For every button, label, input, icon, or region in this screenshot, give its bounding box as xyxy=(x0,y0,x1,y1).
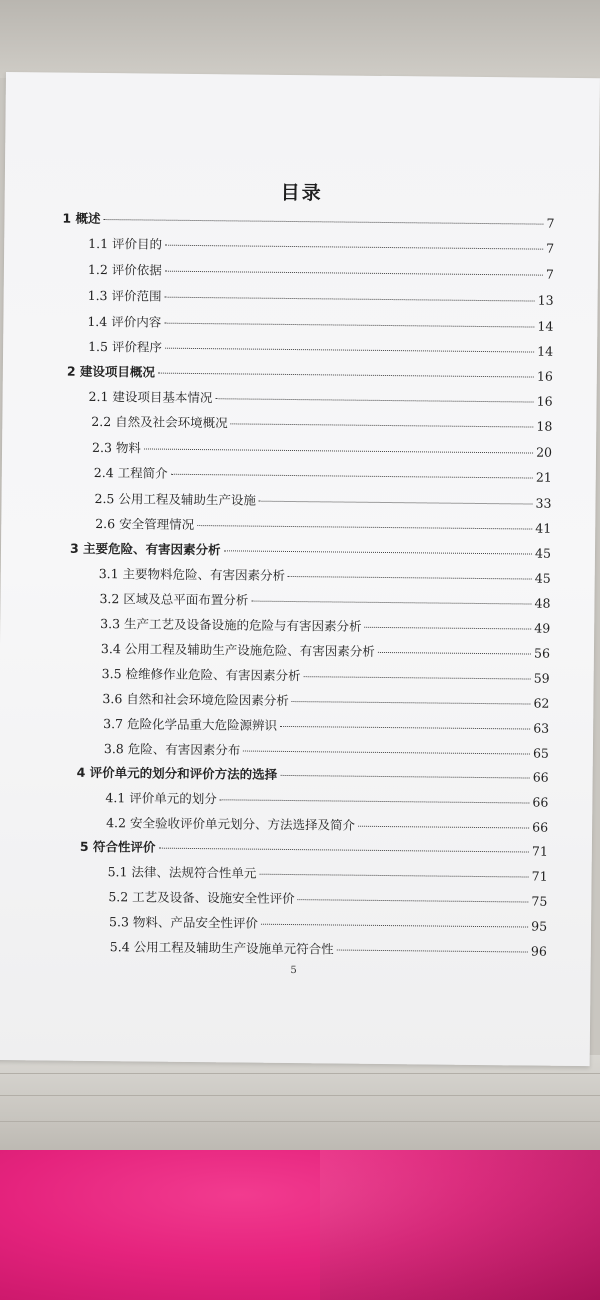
toc-leader-dots xyxy=(292,701,531,704)
toc-entry-label: 3.5 检维修作业危险、有害因素分析 xyxy=(101,666,301,684)
toc-entry-label: 3.3 生产工艺及设备设施的危险与有害因素分析 xyxy=(100,616,362,634)
stack-line xyxy=(0,1121,600,1122)
stack-line xyxy=(0,1073,600,1074)
toc-entry-page: 71 xyxy=(531,868,548,884)
toc-entry-page: 18 xyxy=(536,418,553,434)
toc-entry-page: 96 xyxy=(530,943,547,959)
toc-entry xyxy=(105,788,548,813)
toc-entry-label: 3.8 危险、有害因素分布 xyxy=(103,741,241,758)
toc-entry-label: 3.6 自然和社会环境危险因素分析 xyxy=(102,691,289,708)
toc-leader-dots xyxy=(165,297,535,302)
toc-title: 目录 xyxy=(280,181,323,205)
toc-entry-label: 3.2 区域及总平面布置分析 xyxy=(99,591,249,608)
toc-entry-label: 4.1 评价单元的划分 xyxy=(105,790,217,807)
toc-entry-label: 5.2 工艺及设备、设施安全性评价 xyxy=(108,889,295,907)
toc-leader-dots xyxy=(259,501,533,505)
paper-stack-edge xyxy=(0,1055,600,1165)
toc-entry-label: 5.1 法律、法规符合性单元 xyxy=(107,864,257,881)
toc-entry xyxy=(95,514,551,539)
toc-entry-page: 63 xyxy=(533,720,550,736)
toc-entry-page: 56 xyxy=(533,645,551,661)
toc-leader-dots xyxy=(304,676,531,679)
toc-leader-dots xyxy=(261,924,528,928)
toc-entry-page: 49 xyxy=(534,620,551,636)
toc-leader-dots xyxy=(280,726,530,730)
toc-leader-dots xyxy=(144,448,533,453)
toc-entry xyxy=(102,664,550,689)
toc-leader-dots xyxy=(158,373,534,378)
toc-entry-page: 16 xyxy=(536,393,553,409)
toc-entry-page: 65 xyxy=(532,745,549,761)
toc-leader-dots xyxy=(280,775,530,779)
toc-entry xyxy=(99,564,551,589)
toc-entry-label: 3.4 公用工程及辅助生产设施危险、有害因素分析 xyxy=(100,641,375,659)
toc-entry xyxy=(88,337,553,362)
toc-leader-dots xyxy=(165,348,534,353)
toc-entry-page: 16 xyxy=(536,368,553,384)
toc-entry xyxy=(87,312,553,337)
stack-line xyxy=(0,1095,600,1096)
toc-entry-page: 7 xyxy=(546,240,555,256)
toc-entry xyxy=(91,412,552,437)
toc-entry xyxy=(110,937,547,962)
toc-leader-dots xyxy=(171,474,533,479)
toc-entry-page: 66 xyxy=(532,794,549,810)
toc-entry xyxy=(108,887,547,912)
toc-entry-label: 3.1 主要物料危险、有害因素分析 xyxy=(98,565,286,583)
toc-entry-page: 20 xyxy=(536,444,553,460)
toc-entry-page: 13 xyxy=(537,292,554,308)
toc-entry xyxy=(92,438,552,463)
toc-leader-dots xyxy=(164,323,534,328)
toc-leader-dots xyxy=(243,751,530,755)
document-page xyxy=(0,72,600,1066)
toc-entry xyxy=(80,837,548,862)
toc-entry-label: 4 评价单元的划分和评价方法的选择 xyxy=(76,764,278,782)
toc-entry-page: 14 xyxy=(537,318,554,334)
toc-entry-page: 62 xyxy=(533,695,550,711)
toc-leader-dots xyxy=(251,601,531,605)
toc-leader-dots xyxy=(365,627,532,630)
toc-entry xyxy=(88,387,552,412)
toc-entry-label: 2.4 工程简介 xyxy=(93,464,168,481)
toc-leader-dots xyxy=(259,874,528,878)
toc-entry-page: 33 xyxy=(535,495,552,511)
toc-leader-dots xyxy=(165,271,543,276)
toc-entry-page: 71 xyxy=(531,843,548,859)
toc-entry-label: 2.6 安全管理情况 xyxy=(95,515,195,532)
toc-entry xyxy=(94,489,551,514)
toc-entry xyxy=(99,589,550,614)
toc-entry-label: 5.3 物料、产品安全性评价 xyxy=(109,914,259,931)
toc-leader-dots xyxy=(224,550,533,554)
toc-entry-label: 1.2 评价依据 xyxy=(87,261,162,278)
toc-leader-dots xyxy=(378,652,531,655)
toc-entry xyxy=(102,689,549,714)
toc-entry-label: 5.4 公用工程及辅助生产设施单元符合性 xyxy=(109,939,334,957)
toc-leader-dots xyxy=(158,848,529,853)
toc-entry-label: 1.5 评价程序 xyxy=(88,338,163,355)
toc-entry-label: 1.1 评价目的 xyxy=(88,235,163,252)
toc-entry-label: 3.7 危险化学品重大危险源辨识 xyxy=(103,716,278,733)
toc-entry xyxy=(103,714,549,739)
toc-entry-page: 66 xyxy=(532,769,549,785)
toc-entry-label: 2.2 自然及社会环境概况 xyxy=(91,413,228,431)
toc-leader-dots xyxy=(288,576,532,580)
toc-entry-label: 2.5 公用工程及辅助生产设施 xyxy=(94,490,256,508)
toc-entry-label: 1.3 评价范围 xyxy=(87,287,162,304)
toc-entry xyxy=(106,813,548,838)
toc-leader-dots xyxy=(358,826,529,829)
toc-entry xyxy=(101,639,550,664)
toc-entry-page: 7 xyxy=(545,266,554,282)
toc-entry-page: 66 xyxy=(532,819,549,835)
toc-entry-page: 41 xyxy=(535,520,552,536)
toc-entry xyxy=(67,362,553,387)
cloth-fold xyxy=(320,1150,600,1300)
toc-entry-label: 2 建设项目概况 xyxy=(66,363,156,380)
toc-entry xyxy=(108,862,548,887)
toc-leader-dots xyxy=(104,219,544,225)
toc-leader-dots xyxy=(197,525,532,530)
toc-entry-label: 4.2 安全验收评价单元划分、方法选择及简介 xyxy=(106,815,356,833)
toc-entry xyxy=(88,234,554,259)
toc-leader-dots xyxy=(220,799,530,803)
toc-entry xyxy=(109,912,547,937)
toc-entry-label: 2.1 建设项目基本情况 xyxy=(88,388,213,406)
toc-entry-page: 14 xyxy=(537,343,554,359)
toc-entry-page: 95 xyxy=(531,918,548,934)
toc-entry-label: 1.4 评价内容 xyxy=(87,313,162,330)
toc-entry-page: 75 xyxy=(531,893,548,909)
toc-entry xyxy=(62,209,554,234)
toc-entry-label: 2.3 物料 xyxy=(91,439,142,456)
toc-entry-page: 21 xyxy=(535,469,552,485)
toc-entry-page: 7 xyxy=(546,215,555,231)
toc-entry-label: 1 概述 xyxy=(62,210,101,226)
toc-entry xyxy=(70,539,551,564)
toc-entry-label: 5 符合性评价 xyxy=(79,838,156,855)
toc-entry-page: 59 xyxy=(533,670,550,686)
toc-entry-page: 45 xyxy=(534,570,551,586)
toc-entry-page: 45 xyxy=(535,545,552,561)
toc-leader-dots xyxy=(298,899,529,902)
toc-entry xyxy=(104,739,549,764)
toc-entry-page: 48 xyxy=(534,595,551,611)
toc-entry xyxy=(100,614,550,639)
toc-entry-label: 3 主要危险、有害因素分析 xyxy=(69,540,221,558)
toc-leader-dots xyxy=(215,398,533,402)
toc-leader-dots xyxy=(337,950,528,953)
toc-entry xyxy=(88,260,554,285)
toc-entry xyxy=(77,763,549,788)
toc-entry xyxy=(88,286,554,311)
toc-leader-dots xyxy=(231,423,534,427)
footer-page-number: 5 xyxy=(290,965,297,977)
background-top xyxy=(0,0,600,78)
toc-leader-dots xyxy=(165,245,543,250)
toc-entry xyxy=(94,463,552,488)
